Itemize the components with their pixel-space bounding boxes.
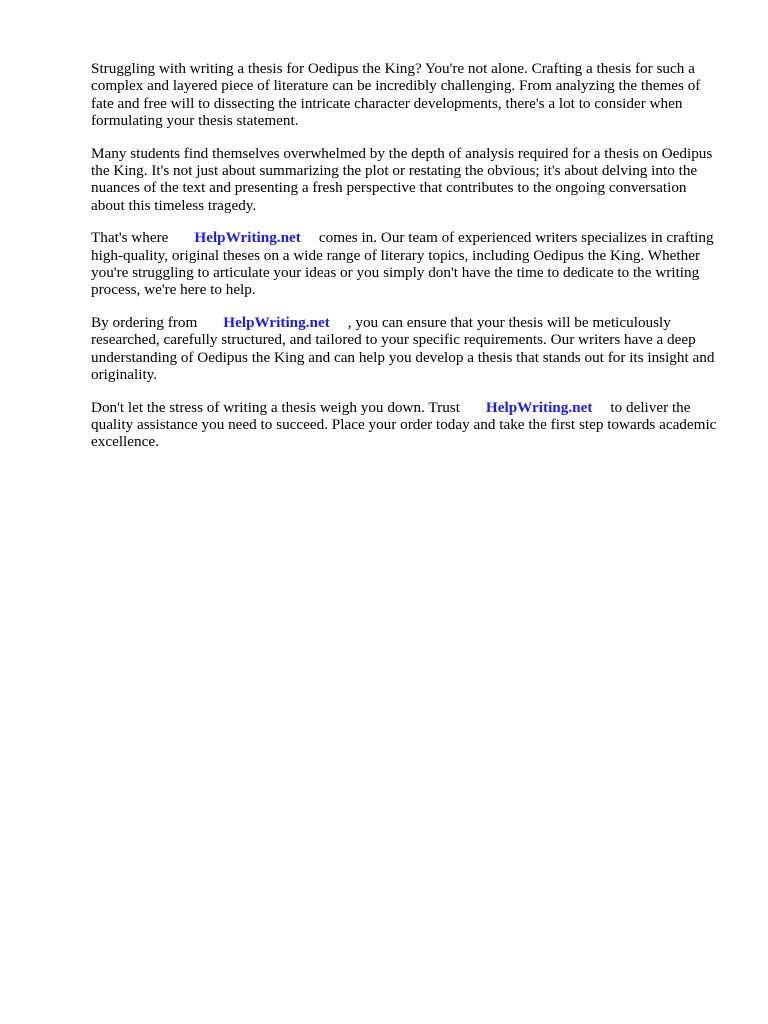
paragraph-challenge: Many students find themselves overwhelmed by the depth of analysis required for a thesis on Oedipus the King. It's not just about summarizing the plot or restating the obvious; it's about delving into the nuances of the text and presenting a fresh perspective that contributes to the ongoing conversation about this timeless tragedy. [91,144,713,214]
paragraph-text-before-link: Don't let the stress of writing a thesis weigh you down. Trust [91,398,460,416]
paragraph-ordering [91,314,717,383]
paragraph-text-before-link: That's where [91,229,169,247]
helpwriting-link[interactable]: HelpWriting.net [485,398,593,416]
paragraph-text-before-link: By ordering from [91,314,198,332]
paragraph-intro: Struggling with writing a thesis for Oedipus the King? You're not alone. Crafting a thesis for such a complex and layered piece of literature can be incredibly challenging. From analyzing the themes of fate and free will to dissecting the intricate character developments, there's a lot to consider when formulating your thesis statement. [91,60,701,129]
document-body [91,60,717,466]
paragraph-text-after-link: to deliver the quality assistance you need to succeed. Place your order today and take the first step towards academic excellence. [91,398,717,451]
paragraph-text-after-link: , you can ensure that your thesis will be meticulously researched, carefully structured, and tailored to your specific requirements. Our writers have a deep understanding of Oedipus the King and can help you develop a thesis that stands out for its insight and originality. [91,314,715,383]
helpwriting-link[interactable]: HelpWriting.net [194,229,301,247]
helpwriting-link[interactable]: HelpWriting.net [223,314,330,332]
paragraph-closing [91,399,717,451]
paragraph-service [91,229,717,298]
paragraph-text-after-link: comes in. Our team of experienced writers specializes in crafting high-quality, original theses on a wide range of literary topics, including Oedipus the King. Whether you're struggling to articulate your ideas or you simply don't have the time to dedicate to the writing process, we're here to help. [91,229,714,299]
